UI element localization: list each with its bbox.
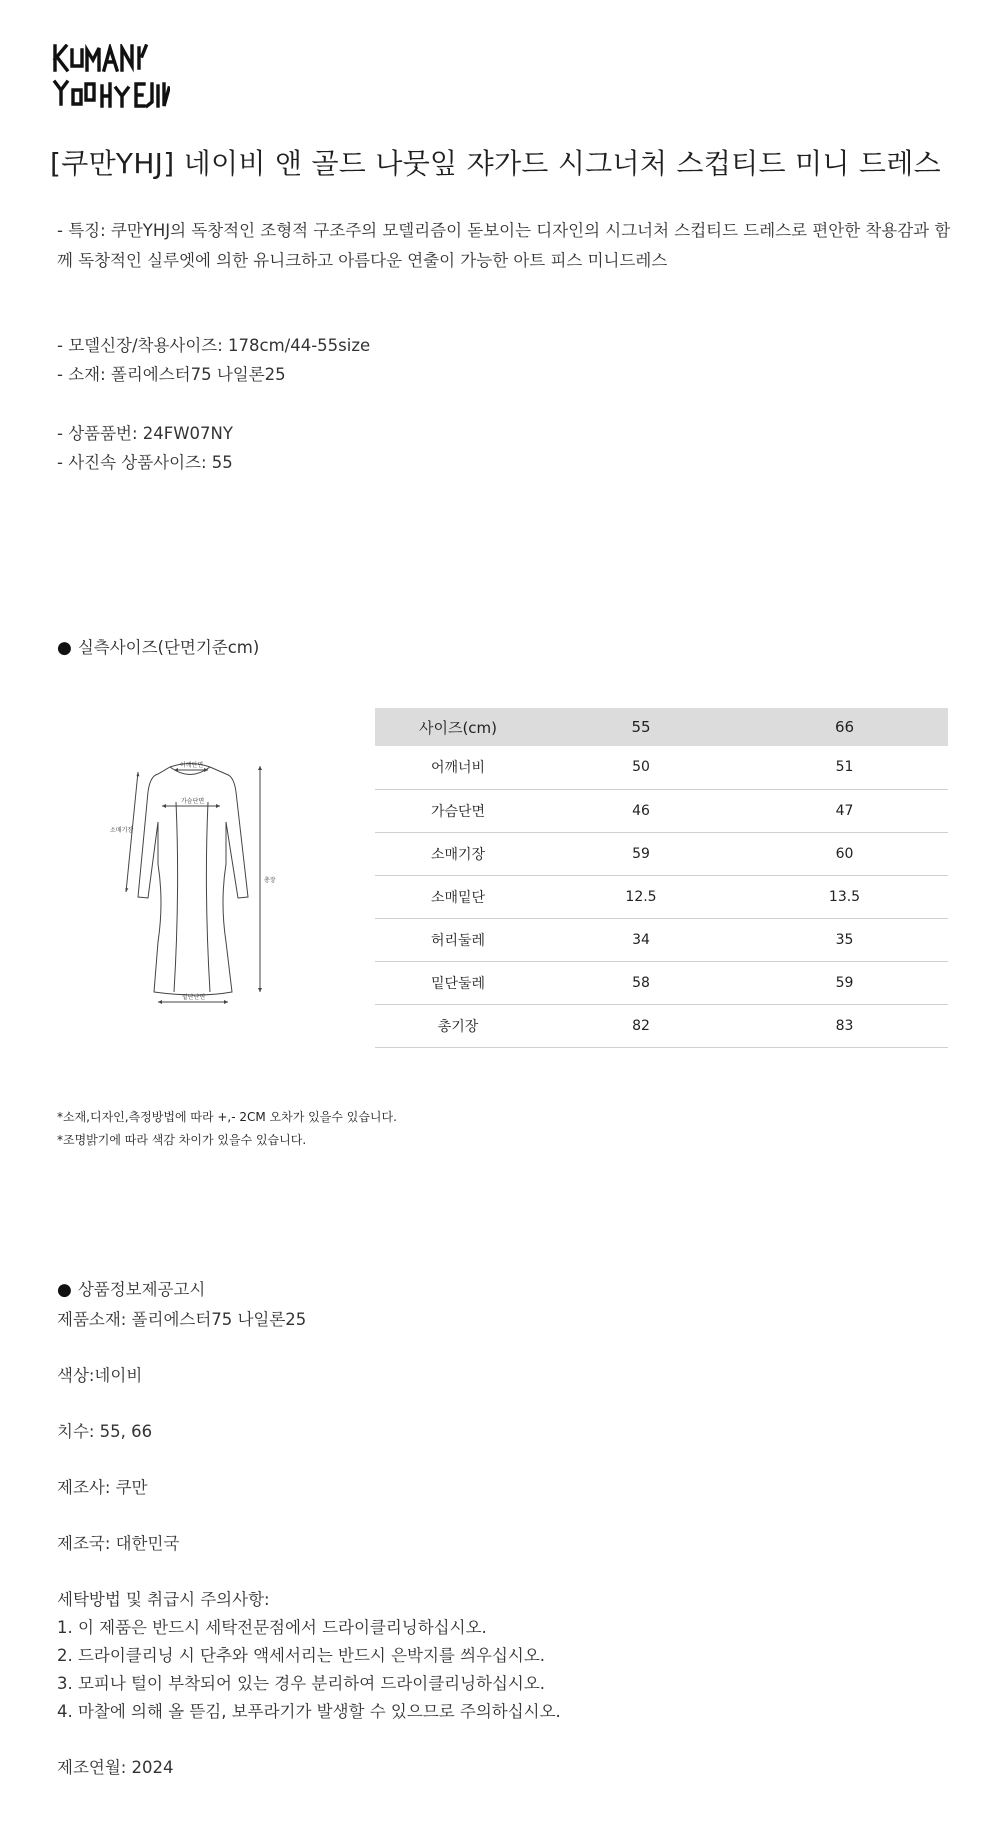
info-country: 제조국: 대한민국 [57,1534,180,1553]
table-cell: 허리둘레 [375,918,541,961]
table-cell: 어깨너비 [375,746,541,789]
table-row [375,789,948,832]
care-item: 3. 모피나 털이 부착되어 있는 경우 분리하여 드라이클리닝하십시오. [57,1674,546,1693]
table-cell: 83 [741,1004,948,1047]
info-size: 치수: 55, 66 [57,1422,153,1441]
table-header: 55 [541,708,741,746]
label-sleeve: 소매기장 [110,827,134,834]
table-cell: 가슴단면 [375,789,541,832]
label-chest: 가슴단면 [181,798,205,805]
color-note: *조명밝기에 따라 색감 차이가 있을수 있습니다. [57,1133,307,1147]
care-item: 4. 마찰에 의해 올 뜯김, 보푸라기가 발생할 수 있으므로 주의하십시오. [57,1702,561,1721]
table-cell: 59 [741,961,948,1004]
care-item: 1. 이 제품은 반드시 세탁전문점에서 드라이클리닝하십시오. [57,1618,487,1637]
table-cell: 소매밑단 [375,875,541,918]
bullet-icon: ● [57,638,72,658]
care-title: 세탁방법 및 취급시 주의사항: [57,1590,270,1609]
size-table [375,708,948,1048]
table-row [375,832,948,875]
measure-heading-text: 실측사이즈(단면기준cm) [77,638,260,657]
table-cell: 밑단둘레 [375,961,541,1004]
table-cell: 46 [541,789,741,832]
table-cell: 51 [741,746,948,789]
measure-heading [57,634,259,658]
notice-heading [57,1276,205,1300]
product-feature: - 특징: 쿠만YHJ의 독창적인 조형적 구조주의 모델리즘이 돋보이는 디자인의 시그너처 스컵티드 드레스로 편안한 착용감과 함께 독창적인 실루엣에 의한 유니크하고 아름다운 연출이 가능한 아트 피스 미니드레스 [57,221,951,270]
table-cell: 13.5 [741,875,948,918]
notice-heading-text: 상품정보제공고시 [77,1280,206,1299]
table-cell: 12.5 [541,875,741,918]
label-hem: 밑단단면 [182,994,206,1001]
table-row [375,961,948,1004]
material: - 소재: 폴리에스터75 나일론25 [57,365,286,384]
care-item: 2. 드라이클리닝 시 단추와 액세서리는 반드시 은박지를 씌우십시오. [57,1646,546,1665]
table-row [375,875,948,918]
bullet-icon: ● [57,1280,72,1300]
info-color: 색상:네이비 [57,1366,143,1385]
table-header-row [375,708,948,746]
table-cell: 59 [541,832,741,875]
table-cell: 60 [741,832,948,875]
table-cell: 35 [741,918,948,961]
table-header: 사이즈(cm) [375,708,541,746]
info-date: 제조연월: 2024 [57,1758,174,1777]
tolerance-note: *소재,디자인,측정방법에 따라 +,- 2CM 오차가 있을수 있습니다. [57,1110,397,1124]
photo-size: - 사진속 상품사이즈: 55 [57,453,233,472]
kuman-yhj-logo [52,44,170,110]
table-cell: 47 [741,789,948,832]
product-title: [쿠만YHJ] 네이비 앤 골드 나뭇잎 쟈가드 시그너처 스컵티드 미니 드레스 [50,147,941,180]
product-code: - 상품품번: 24FW07NY [57,424,233,443]
table-cell: 총기장 [375,1004,541,1047]
dress-measurement-diagram [108,752,288,1014]
table-row [375,918,948,961]
table-cell: 50 [541,746,741,789]
table-cell: 소매기장 [375,832,541,875]
info-material: 제품소재: 폴리에스터75 나일론25 [57,1310,307,1329]
table-cell: 82 [541,1004,741,1047]
model-size: - 모델신장/착용사이즈: 178cm/44-55size [57,336,371,355]
table-cell: 34 [541,918,741,961]
table-cell: 58 [541,961,741,1004]
table-header: 66 [741,708,948,746]
label-length: 총장 [264,877,276,884]
table-row [375,1004,948,1047]
table-row [375,746,948,789]
info-maker: 제조사: 쿠만 [57,1478,148,1497]
label-shoulder: 어깨단면 [180,762,204,769]
